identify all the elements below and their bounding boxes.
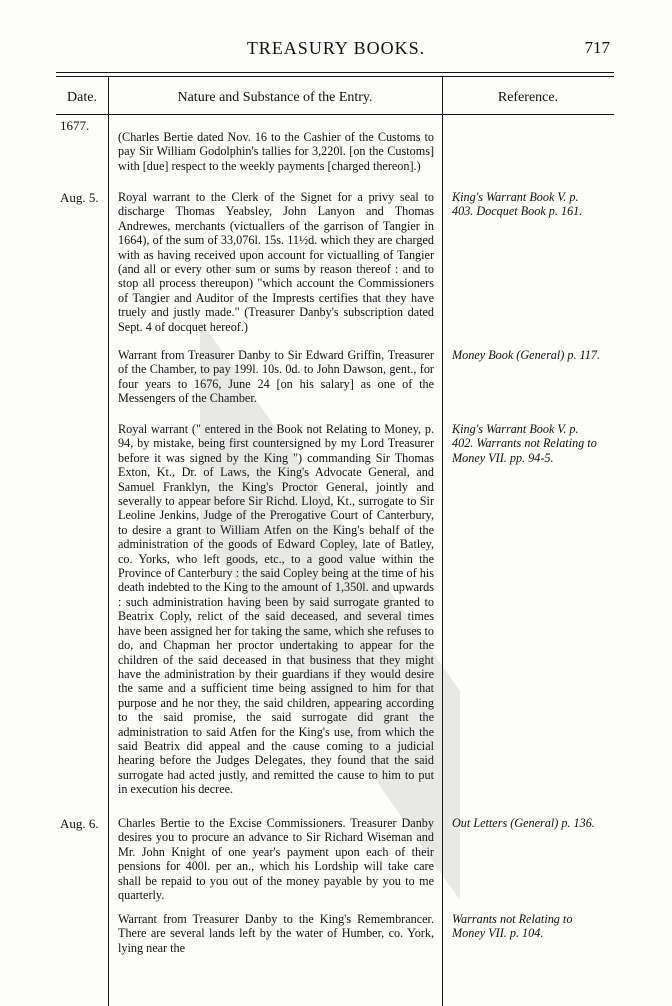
column-heading-nature: Nature and Substance of the Entry.	[177, 90, 373, 105]
entry-date: Aug. 6.	[60, 816, 99, 831]
entry-date: 1677.	[60, 118, 90, 133]
entry-reference	[452, 816, 600, 830]
page-number: 717	[584, 38, 610, 57]
column-heading-reference: Reference.	[497, 90, 559, 105]
table-top-rule-inner	[56, 76, 614, 77]
entry-text: Warrant from Treasurer Danby to the King's Remembrancer. There are several lands left by the water of Humber, co. York, lying near the	[118, 912, 434, 955]
reference-text: Out Letters (General) p. 136.	[452, 816, 595, 830]
entry-text: Charles Bertie to the Excise Commissioners. Treasurer Danby desires you to procure an advance to Sir Richard Wiseman and Mr. John Knight of one year's payment upon each of their pensions for 400l. per an., which his Lordship will take care shall be repaid to you out of the money payable by you to me quarterly.	[118, 816, 434, 903]
header-bottom-rule	[56, 114, 614, 115]
entry-reference	[452, 912, 600, 941]
column-heading-date: Date.	[67, 90, 97, 105]
column-divider-date	[108, 76, 109, 1006]
entry-text: Royal warrant (" entered in the Book not Relating to Money, p. 94, by mistake, being first countersigned by my Lord Treasurer before it was signed by the King ") commanding Sir Thomas Exton, Kt., Dr. of Laws, the King's Advocate General, and Samuel Franklyn, the King's Proctor General, jointly and severally to appear before Sir Richd. Lloyd, Kt., surrogate to Sir Leoline Jenkins, Judge of the Prerogative Court of Canterbury, to desire a grant to William Atfen on the King's behalf of the administration of the goods of Edward Copley, late of Batley, co. Yorks, who left goods, etc., to a good value within the Province of Canterbury : the said Copley being at the time of his death indebted to the King to the amount of 1,350l. and upwards : such administration having been by said surrogate granted to Beatrix Coply, relict of the said deceased, and several times have been assigned her for taking the same, which she refuses to do, and Chapman her proctor undertaking to appear for the children of the said deceased in that business that they might have the administration by their guardians if they would desire the same and a sufficient time being assigned to him for that purpose and he nor they, the said children, appearing according to the said promise, the said surrogate did grant the administration to said Atfen for the King's use, from which the said Beatrix did appeal and the cause coming to a judicial hearing before the Judges Delegates, they found that the said surrogate had acted justly, and remitted the cause to him to put in execution his decree.	[118, 422, 434, 797]
running-title: TREASURY BOOKS.	[246, 38, 426, 58]
reference-text: King's Warrant Book V. p. 403. Docquet Book p. 161.	[452, 190, 583, 219]
entry-reference	[452, 348, 600, 362]
reference-text: Money Book (General) p. 117.	[452, 348, 601, 362]
reference-text: King's Warrant Book V. p. 402. Warrants not Relating to Money VII. pp. 94-5.	[452, 422, 597, 465]
column-divider-reference	[442, 76, 443, 1006]
entry-text: Warrant from Treasurer Danby to Sir Edward Griffin, Treasurer of the Chamber, to pay 199l. 10s. 0d. to John Dawson, gent., for four years to 1676, June 24 [on his salary] as one of the Messengers of the Chamber.	[118, 348, 434, 406]
entry-text: Royal warrant to the Clerk of the Signet for a privy seal to discharge Thomas Yeabsley, John Lanyon and Thomas Andrewes, merchants (victuallers of the garrison of Tangier in 1664), of the sum of 33,076l. 15s. 11½d. which they are charged with as having received upon account for victualling of Tangier (and all or every other sum or sums by reason thereof : and to stop all process thereupon) "which account the Commissioners of Tangier and Auditor of the Imprests certifies that they have truely and justly made." (Treasurer Danby's subscription dated Sept. 4 of docquet hereof.)	[118, 190, 434, 334]
entry-reference	[452, 190, 600, 219]
entry-text: (Charles Bertie dated Nov. 16 to the Cashier of the Customs to pay Sir William Godolphin's tallies for 3,220l. [on the Customs] with [due] respect to the weekly payments [charged thereon].)	[118, 130, 434, 173]
entry-reference	[452, 422, 600, 465]
entry-date: Aug. 5.	[60, 190, 99, 205]
table-top-rule	[56, 72, 614, 73]
reference-text: Warrants not Relating to Money VII. p. 104.	[452, 912, 573, 941]
